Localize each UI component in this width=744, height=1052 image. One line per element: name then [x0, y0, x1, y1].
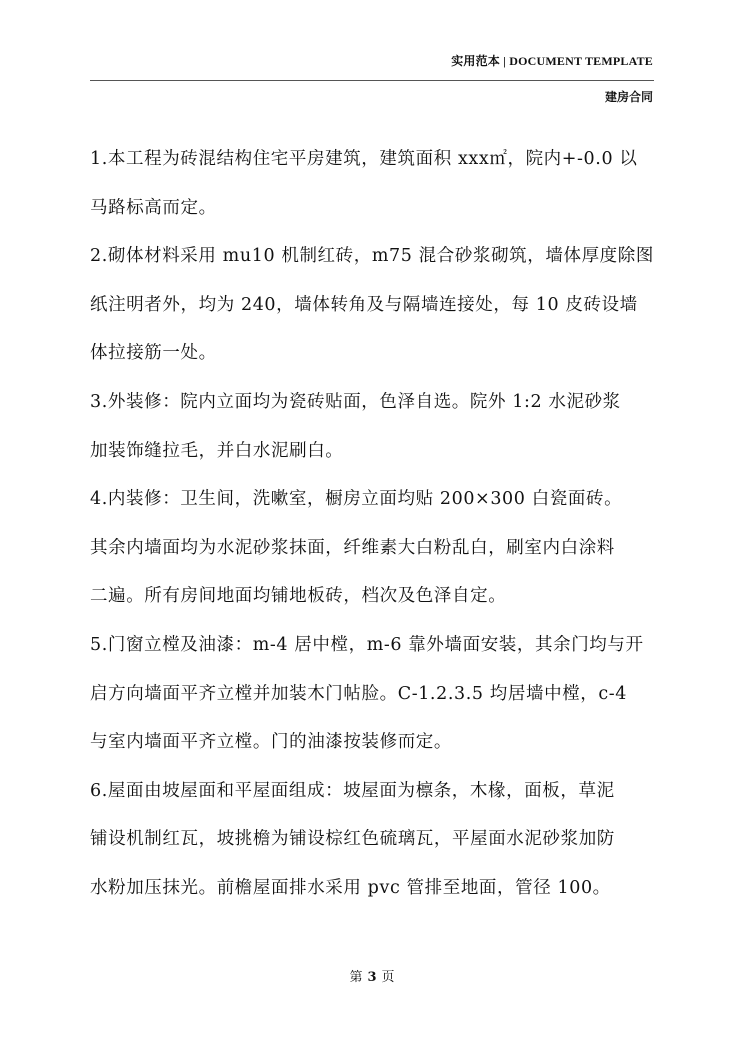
page-number-footer: [0, 966, 744, 985]
header-title: 实用范本 | DOCUMENT TEMPLATE: [451, 54, 653, 68]
body-line: 1.本工程为砖混结构住宅平房建筑，建筑面积 xxx㎡，院内+-0.0 以: [90, 149, 638, 169]
header-divider: [90, 80, 654, 81]
body-line: 水粉加压抹光。前檐屋面排水采用 pvc 管排至地面，管径 100。: [90, 877, 611, 898]
page-number: 3: [367, 970, 377, 985]
body-line: 体拉接筋一处。: [90, 343, 217, 364]
body-line: 二遍。所有房间地面均铺地板砖，档次及色泽自定。: [90, 586, 507, 607]
body-line: 纸注明者外，均为 240，墙体转角及与隔墙连接处，每 10 皮砖设墙: [90, 294, 638, 315]
body-line: 3.外装修：院内立面均为瓷砖贴面，色泽自选。院外 1:2 水泥砂浆: [90, 391, 621, 412]
body-line: 2.砌体材料采用 mu10 机制红砖，m75 混合砂浆砌筑，墙体厚度除图: [90, 246, 654, 267]
body-line: 6.屋面由坡屋面和平屋面组成：坡屋面为檩条，木椽，面板，草泥: [90, 780, 615, 801]
header-subtitle: 建房合同: [604, 90, 653, 104]
body-line: 其余内墙面均为水泥砂浆抹面，纤维素大白粉乱白，刷室内白涂料: [90, 537, 615, 558]
body-line: 4.内装修：卫生间，洗嗽室，橱房立面均贴 200×300 白瓷面砖。: [90, 489, 623, 510]
page-prefix: 第: [349, 970, 363, 985]
body-line: 铺设机制红瓦，坡挑檐为铺设棕红色硫璃瓦，平屋面水泥砂浆加防: [90, 829, 615, 850]
body-line: 5.门窗立樘及油漆：m-4 居中樘，m-6 靠外墙面安装，其余门均与开: [90, 634, 644, 655]
body-line: 马路标高而定。: [90, 197, 217, 218]
body-line: 启方向墙面平齐立樘并加装木门帖脸。C-1.2.3.5 均居墙中樘，c-4: [90, 683, 628, 704]
contract-body: [90, 135, 658, 913]
body-line: 加装饰缝拉毛，并白水泥刷白。: [90, 440, 344, 461]
body-line: 与室内墙面平齐立樘。门的油漆按装修而定。: [90, 732, 452, 753]
page-suffix: 页: [381, 970, 395, 985]
